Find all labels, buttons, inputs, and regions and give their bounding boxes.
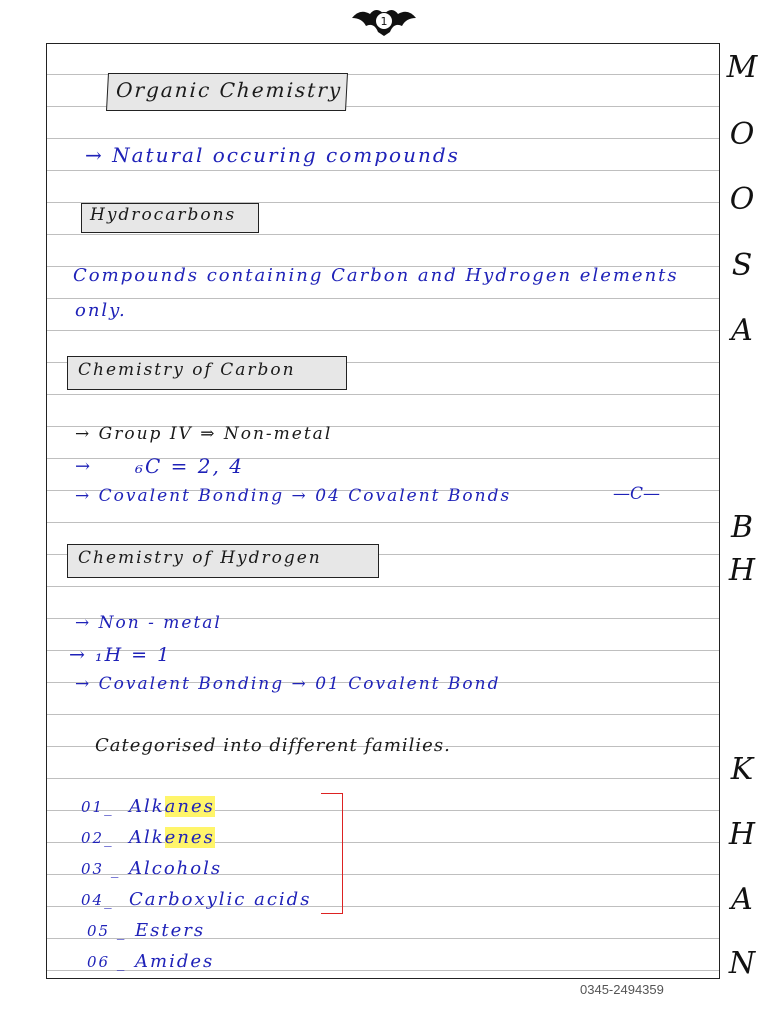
family-name: Esters: [135, 920, 206, 941]
families-heading: Categorised into different families.: [95, 735, 451, 756]
family-name-highlight: anes: [164, 796, 215, 817]
list-item: [81, 858, 222, 879]
hydrogen-config-line: → ₁H = 1: [69, 644, 172, 666]
families-bracket: [321, 793, 343, 914]
carbon-heading: Chemistry of Carbon: [78, 360, 296, 380]
family-number: 03 _: [81, 860, 121, 878]
carbon-group-line: → Group IV ⇒ Non-metal: [75, 424, 333, 444]
side-letter: A: [731, 882, 753, 917]
carbon-heading-box: [67, 356, 347, 390]
bat-logo-icon: [350, 4, 418, 38]
hydrogen-heading: Chemistry of Hydrogen: [78, 548, 322, 568]
hydrocarbons-heading-box: [81, 203, 259, 233]
hydrogen-heading-box: [67, 544, 379, 578]
list-item: [81, 796, 215, 817]
phone-number: 0345-2494359: [580, 982, 664, 997]
title-box: [106, 73, 348, 111]
family-number: 06 _: [87, 953, 127, 971]
family-name-highlight: enes: [164, 827, 215, 848]
side-letter: K: [730, 752, 754, 787]
carbon-config-arrow: →: [75, 456, 93, 477]
family-name: Carboxylic acids: [129, 889, 312, 910]
family-name: Amides: [135, 951, 215, 972]
page-number: 1: [380, 15, 388, 28]
side-letter: B: [730, 510, 754, 545]
carbon-config-formula: ₆C = 2, 4: [135, 454, 244, 478]
side-letter: M: [726, 50, 758, 85]
side-letter: N: [728, 946, 756, 981]
family-number: 04_: [81, 891, 114, 909]
family-number: 01_: [81, 798, 114, 816]
list-item: [87, 920, 205, 941]
carbon-bonding-line: → Covalent Bonding → 04 Covalent Bonds: [75, 486, 512, 506]
hydrogen-bonding-line: → Covalent Bonding → 01 Covalent Bond: [75, 674, 501, 694]
list-item: [81, 827, 215, 848]
hydrogen-nonmetal-line: → Non - metal: [75, 613, 222, 633]
side-letter: O: [729, 117, 755, 152]
side-letter: S: [731, 248, 753, 283]
notebook-page: [46, 43, 720, 979]
definition-line: → Natural occuring compounds: [85, 143, 460, 167]
side-letter: H: [728, 553, 756, 588]
page-title: Organic Chemistry: [115, 78, 343, 102]
family-name: Alk: [129, 827, 165, 848]
hydrocarbons-heading: Hydrocarbons: [90, 205, 237, 225]
side-letter: A: [731, 313, 753, 348]
family-name: Alk: [129, 796, 165, 817]
family-name: Alcohols: [129, 858, 223, 879]
hydrocarbons-definition-line1: Compounds containing Carbon and Hydrogen elements: [73, 265, 679, 286]
side-letter: H: [728, 817, 756, 852]
list-item: [87, 951, 214, 972]
family-number: 02_: [81, 829, 114, 847]
side-letter: O: [729, 182, 755, 217]
carbon-structure: —C—: [613, 484, 661, 504]
list-item: [81, 889, 311, 910]
family-number: 05 _: [87, 922, 127, 940]
hydrocarbons-definition-line2: only.: [75, 300, 127, 321]
